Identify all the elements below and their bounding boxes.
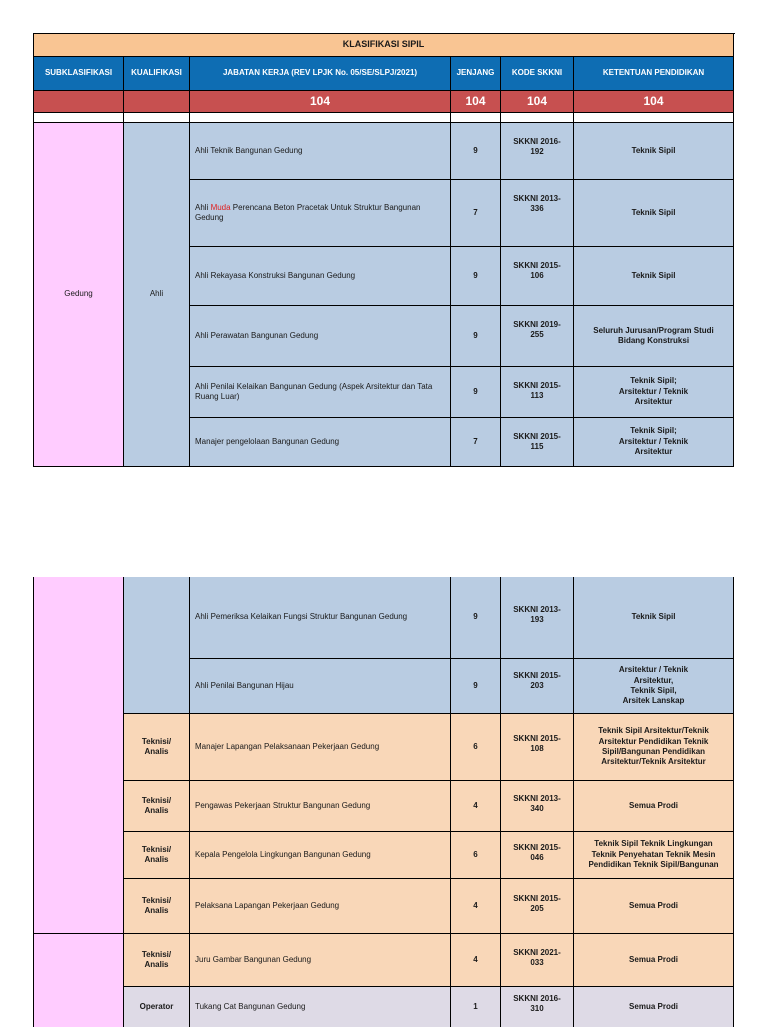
spacer-cell [451, 113, 501, 123]
pendidikan-cell: Teknik Sipil [574, 180, 734, 247]
pendidikan-cell: Seluruh Jurusan/Program Studi Bidang Konstruksi [574, 306, 734, 367]
pendidikan-cell: Teknik Sipil; Arsitektur / Teknik Arsitektur [574, 418, 734, 467]
kode-skkni-cell: SKKNI 2016- 192 [501, 123, 574, 180]
spacer-cell [124, 113, 190, 123]
kualifikasi-cell: Teknisi/ Analis [124, 781, 190, 832]
jabatan-cell: Kepala Pengelola Lingkungan Bangunan Gedung [190, 832, 451, 879]
jabatan-cell: Pelaksana Lapangan Pekerjaan Gedung [190, 879, 451, 934]
spacer-cell [190, 113, 451, 123]
kode-skkni-cell: SKKNI 2015- 108 [501, 714, 574, 781]
header-kode-skkni: KODE SKKNI [501, 57, 574, 91]
kualifikasi-cell: Ahli [124, 123, 190, 467]
jenjang-cell: 9 [451, 577, 501, 659]
kode-skkni-cell: SKKNI 2013- 340 [501, 781, 574, 832]
jabatan-cell: Juru Gambar Bangunan Gedung [190, 934, 451, 987]
jabatan-cell: Manajer Lapangan Pelaksanaan Pekerjaan Gedung [190, 714, 451, 781]
kode-skkni-cell: SKKNI 2013- 193 [501, 577, 574, 659]
kualifikasi-cell: Teknisi/ Analis [124, 879, 190, 934]
header-subklasifikasi: SUBKLASIFIKASI [34, 57, 124, 91]
header-kualifikasi: KUALIFIKASI [124, 57, 190, 91]
jenjang-cell: 4 [451, 781, 501, 832]
pendidikan-cell: Teknik Sipil Arsitektur/Teknik Arsitektur Pendidikan Teknik Sipil/Bangunan Pendidikan Arsitektur/Teknik Arsitektur [574, 714, 734, 781]
spacer-cell [574, 113, 734, 123]
jabatan-text: Ahli [195, 202, 211, 212]
jenjang-cell: 7 [451, 418, 501, 467]
jenjang-cell: 9 [451, 367, 501, 418]
jabatan-cell [190, 180, 451, 247]
count-empty [124, 91, 190, 113]
kualifikasi-cell: Teknisi/ Analis [124, 832, 190, 879]
header-jenjang: JENJANG [451, 57, 501, 91]
jabatan-cell: Pengawas Pekerjaan Struktur Bangunan Gedung [190, 781, 451, 832]
jenjang-cell: 9 [451, 123, 501, 180]
jabatan-cell: Ahli Perawatan Bangunan Gedung [190, 306, 451, 367]
kode-skkni-cell: SKKNI 2015- 115 [501, 418, 574, 467]
kode-skkni-cell: SKKNI 2021- 033 [501, 934, 574, 987]
kode-skkni-cell: SKKNI 2013- 336 [501, 180, 574, 247]
pendidikan-cell: Teknik Sipil [574, 247, 734, 306]
pendidikan-cell: Teknik Sipil [574, 577, 734, 659]
kode-skkni-cell: SKKNI 2015- 205 [501, 879, 574, 934]
jabatan-cell: Manajer pengelolaan Bangunan Gedung [190, 418, 451, 467]
klasifikasi-table-2 [33, 577, 735, 1027]
jabatan-cell: Ahli Pemeriksa Kelaikan Fungsi Struktur Bangunan Gedung [190, 577, 451, 659]
pendidikan-cell: Semua Prodi [574, 934, 734, 987]
count-jabatan: 104 [190, 91, 451, 113]
subklasifikasi-cell [34, 577, 124, 934]
pendidikan-cell: Semua Prodi [574, 987, 734, 1027]
kode-skkni-cell: SKKNI 2015- 113 [501, 367, 574, 418]
kode-skkni-cell: SKKNI 2015- 203 [501, 659, 574, 714]
table-title: KLASIFIKASI SIPIL [34, 34, 734, 57]
count-jenjang: 104 [451, 91, 501, 113]
count-pendidikan: 104 [574, 91, 734, 113]
count-empty [34, 91, 124, 113]
kode-skkni-cell: SKKNI 2015- 046 [501, 832, 574, 879]
subklasifikasi-cell: Gedung [34, 123, 124, 467]
jenjang-cell: 9 [451, 659, 501, 714]
kualifikasi-cell: Operator [124, 987, 190, 1027]
subklasifikasi-cell [34, 934, 124, 1027]
jenjang-cell: 4 [451, 934, 501, 987]
kualifikasi-cell: Teknisi/ Analis [124, 714, 190, 781]
pendidikan-cell: Arsitektur / Teknik Arsitektur, Teknik Sipil, Arsitek Lanskap [574, 659, 734, 714]
kualifikasi-cell [124, 577, 190, 714]
header-jabatan: JABATAN KERJA (REV LPJK No. 05/SE/SLPJ/2021) [190, 57, 451, 91]
kualifikasi-cell: Teknisi/ Analis [124, 934, 190, 987]
jenjang-cell: 6 [451, 832, 501, 879]
pendidikan-cell: Semua Prodi [574, 781, 734, 832]
kode-skkni-cell: SKKNI 2019- 255 [501, 306, 574, 367]
klasifikasi-table-1 [33, 33, 735, 467]
kode-skkni-cell: SKKNI 2015- 106 [501, 247, 574, 306]
jenjang-cell: 1 [451, 987, 501, 1027]
spacer-cell [501, 113, 574, 123]
jabatan-cell: Ahli Penilai Kelaikan Bangunan Gedung (Aspek Arsitektur dan Tata Ruang Luar) [190, 367, 451, 418]
jabatan-cell: Tukang Cat Bangunan Gedung [190, 987, 451, 1027]
jenjang-cell: 4 [451, 879, 501, 934]
pendidikan-cell: Teknik Sipil [574, 123, 734, 180]
jenjang-cell: 9 [451, 306, 501, 367]
jabatan-cell: Ahli Rekayasa Konstruksi Bangunan Gedung [190, 247, 451, 306]
pendidikan-cell: Semua Prodi [574, 879, 734, 934]
pendidikan-cell: Teknik Sipil Teknik Lingkungan Teknik Penyehatan Teknik Mesin Pendidikan Teknik Sipil/Bangunan [574, 832, 734, 879]
jabatan-cell: Ahli Penilai Bangunan Hijau [190, 659, 451, 714]
spacer-cell [34, 113, 124, 123]
jenjang-cell: 9 [451, 247, 501, 306]
kode-skkni-cell: SKKNI 2016- 310 [501, 987, 574, 1027]
jabatan-cell: Ahli Teknik Bangunan Gedung [190, 123, 451, 180]
header-ketentuan-pendidikan: KETENTUAN PENDIDIKAN [574, 57, 734, 91]
jabatan-highlight-text: Muda [210, 202, 231, 212]
jabatan-text: Perencana Beton Pracetak Untuk Struktur Bangunan Gedung [195, 202, 421, 222]
jenjang-cell: 6 [451, 714, 501, 781]
jenjang-cell: 7 [451, 180, 501, 247]
count-kode: 104 [501, 91, 574, 113]
pendidikan-cell: Teknik Sipil; Arsitektur / Teknik Arsitektur [574, 367, 734, 418]
